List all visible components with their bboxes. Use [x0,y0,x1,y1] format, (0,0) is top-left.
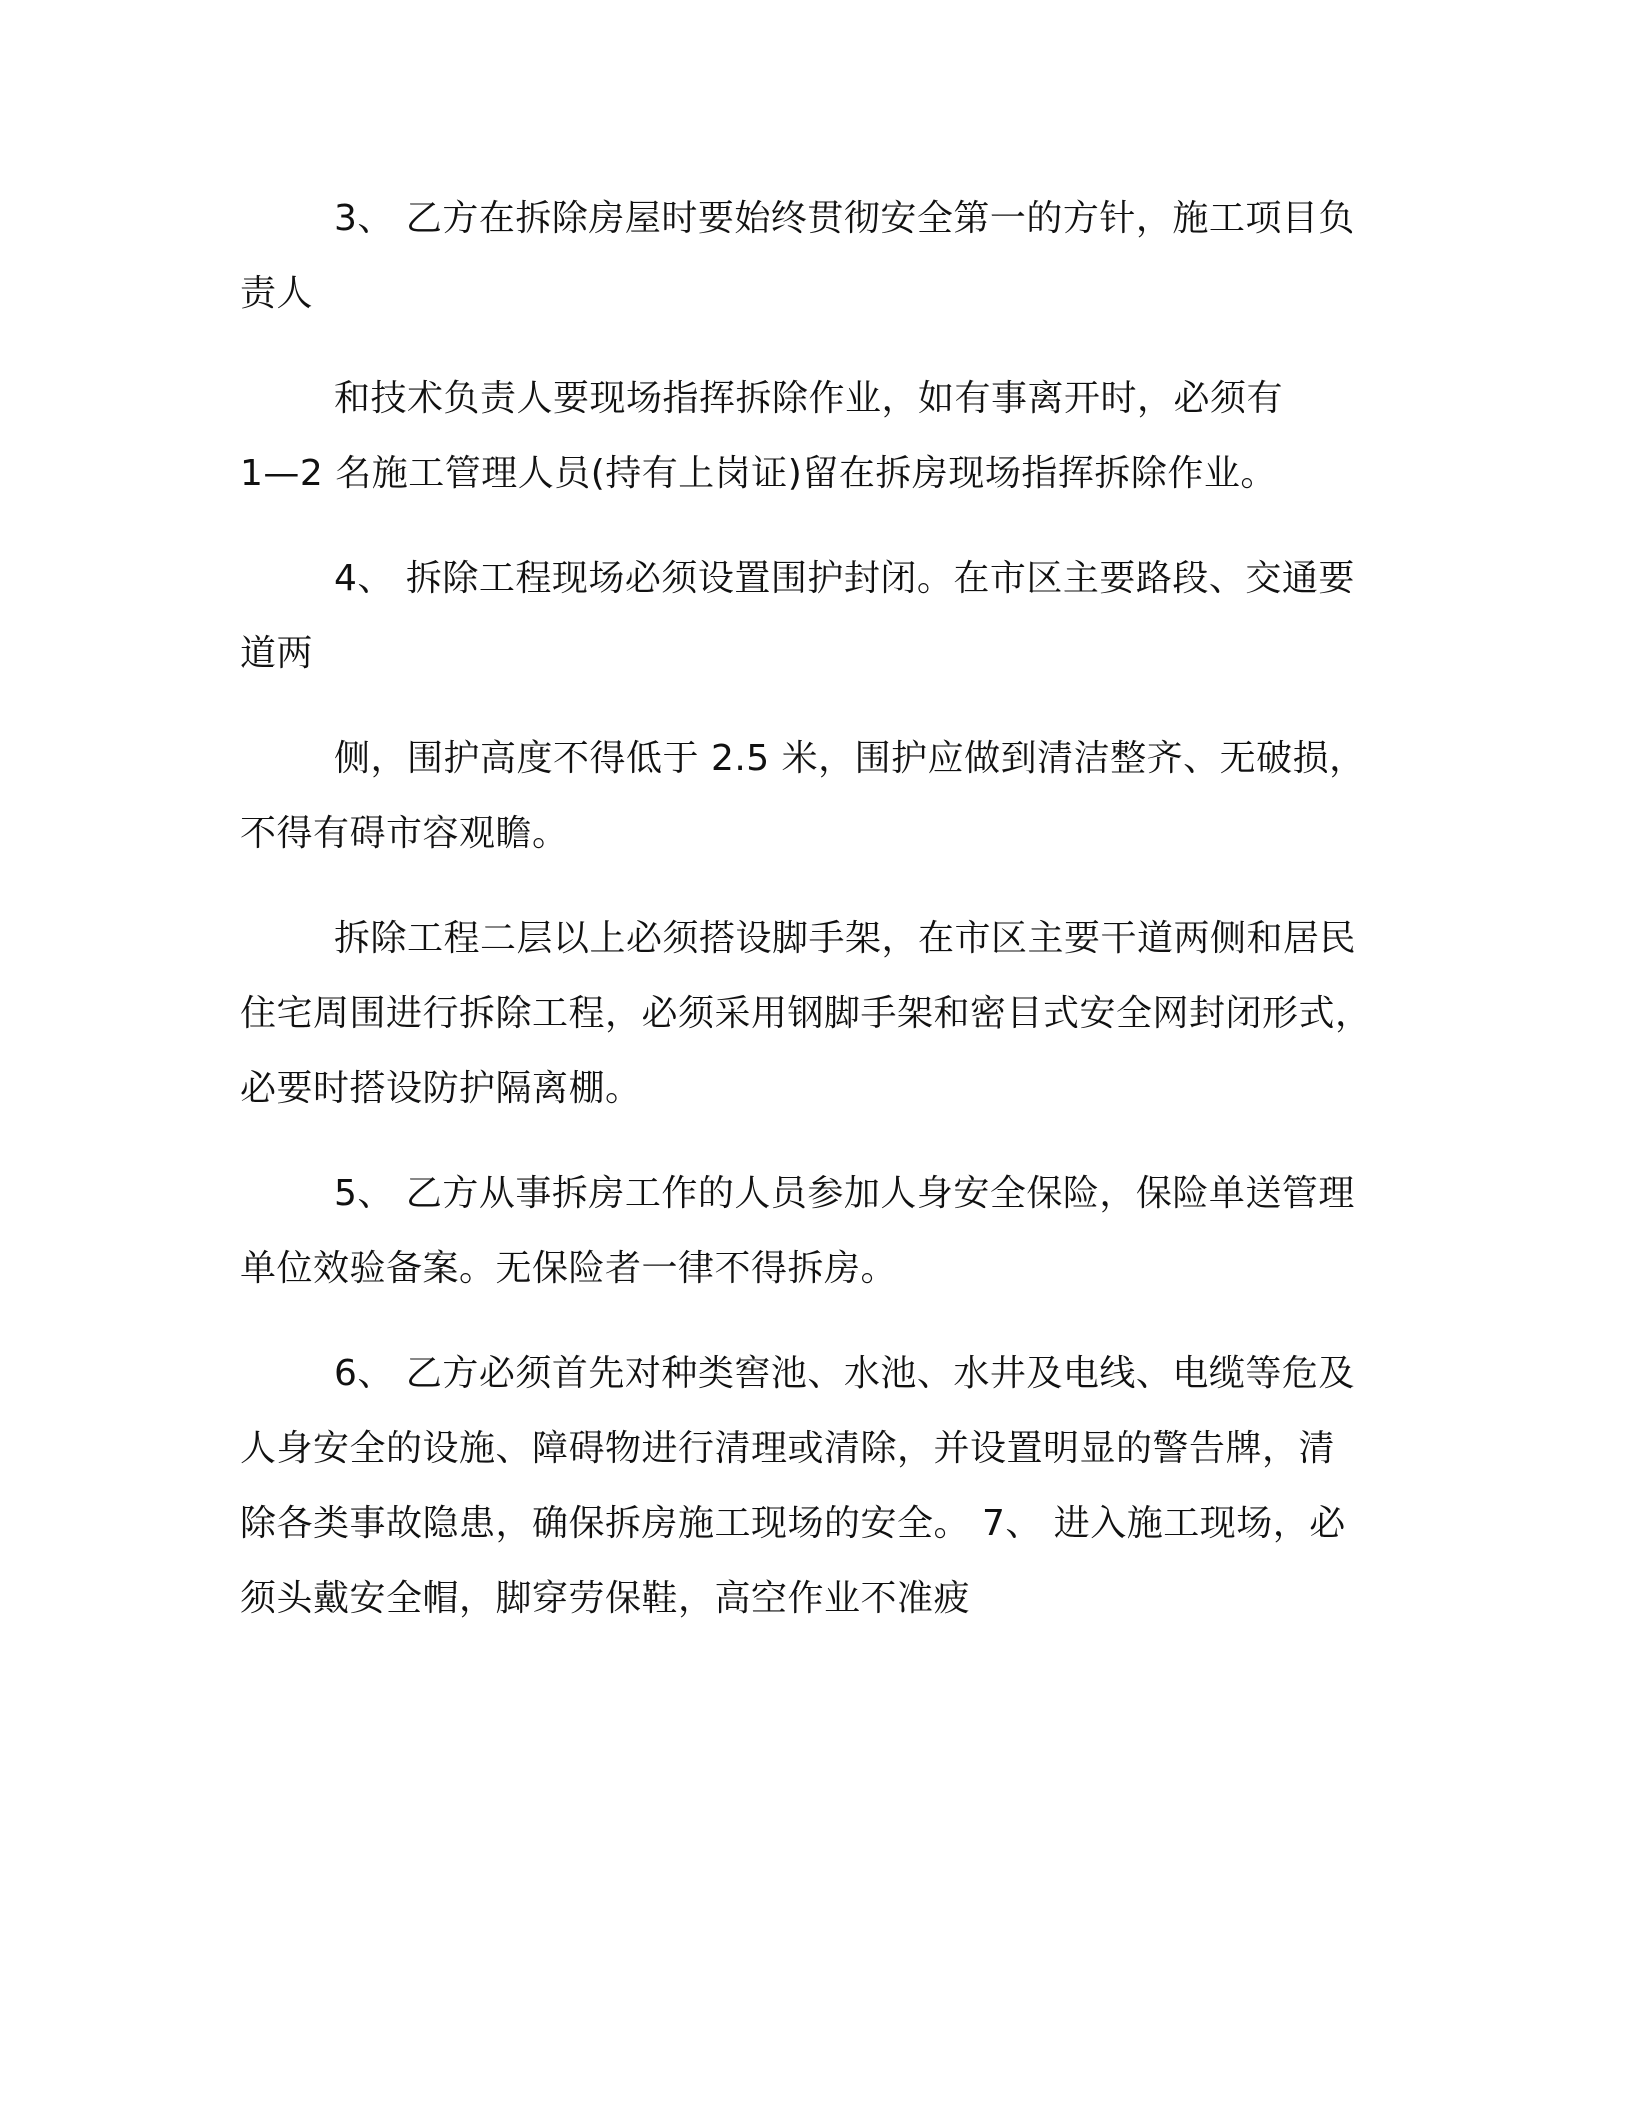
text-line: 必要时搭设防护隔离棚。 [240,1068,642,1109]
text-line: 3、 乙方在拆除房屋时要始终贯彻安全第一的方针，施工项目负 [334,198,1355,239]
text-line: 单位效验备案。无保险者一律不得拆房。 [240,1248,898,1289]
text-line: 道两 [240,633,314,674]
text-line: 不得有碍市容观瞻。 [240,813,569,854]
text-line: 责人 [240,273,314,314]
text-line: 4、 拆除工程现场必须设置围护封闭。在市区主要路段、交通要 [334,558,1355,599]
text-line: 和技术负责人要现场指挥拆除作业，如有事离开时，必须有 [334,378,1284,419]
text-line: 拆除工程二层以上必须搭设脚手架，在市区主要干道两侧和居民 [334,918,1357,959]
text-line: 侧，围护高度不得低于 2.5 米，围护应做到清洁整齐、无破损， [334,738,1366,779]
text-line: 除各类事故隐患，确保拆房施工现场的安全。 7、 进入施工现场，必 [240,1503,1346,1544]
text-line: 1—2 名施工管理人员(持有上岗证)留在拆房现场指挥拆除作业。 [240,453,1277,494]
text-line: 住宅周围进行拆除工程，必须采用钢脚手架和密目式安全网封闭形式， [240,993,1372,1034]
text-line: 5、 乙方从事拆房工作的人员参加人身安全保险，保险单送管理 [334,1173,1355,1214]
text-line: 6、 乙方必须首先对种类窖池、水池、水井及电线、电缆等危及 [334,1353,1355,1394]
text-line: 须头戴安全帽，脚穿劳保鞋，高空作业不准疲 [240,1578,971,1619]
text-line: 人身安全的设施、障碍物进行清理或清除，并设置明显的警告牌，清 [240,1428,1336,1469]
